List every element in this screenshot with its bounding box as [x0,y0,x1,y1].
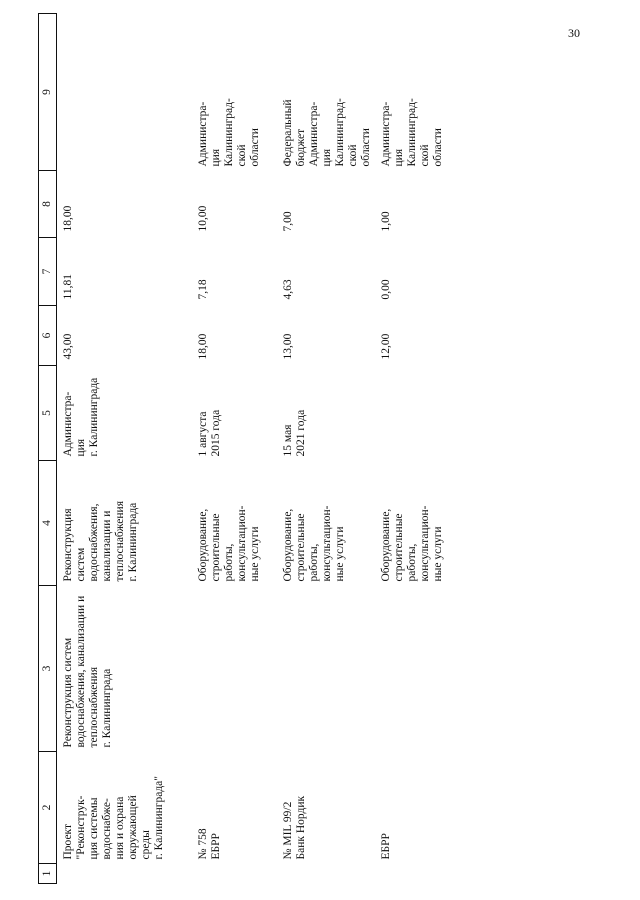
cell-amount-6: 18,00 [197,333,209,360]
cell-goods-works: Реконструкция систем водоснабжения, канализации и теплоснабжения г. Калининграда [62,501,139,582]
column-header: 9 [39,14,57,171]
cell-date-or-agency: Администра- ция г. Калининграда [62,377,100,457]
cell-amount-7: 7,18 [197,279,209,300]
cell-description [275,586,373,752]
cell-goods-works: Оборудование, строительные работы, консультацион- ные услуги [197,505,261,582]
cell-index [275,864,373,884]
column-header: 6 [39,306,57,366]
cell-source: Федеральный бюджет Администра- ция Калининград- ской области [282,98,372,167]
cell-amount-6: 12,00 [380,333,392,360]
cell-project: ЕБРР [380,833,392,860]
cell-goods-works: Оборудование, строительные работы, консультацион- ные услуги [282,505,346,582]
cell-project: Проект "Реконструк- ция системы водоснабже- ния и охрана окружающей среды г. Калининграда" [62,776,165,860]
cell-source: Администра- ция Калининград- ской области [380,98,444,167]
cell-index [373,864,490,884]
cell-project: № MIL 99/2 Банк Нордик [282,795,307,860]
cell-index [57,864,191,884]
cell-amount-6: 43,00 [62,333,74,360]
cell-amount-7: 4,63 [282,279,294,300]
column-header: 2 [39,752,57,864]
cell-description [373,586,490,752]
cell-amount-8: 18,00 [62,205,74,232]
cell-date-or-agency: 1 августа 2015 года [197,409,222,457]
cell-amount-7: 0,00 [380,279,392,300]
column-header: 1 [39,864,57,884]
table-row [190,14,275,884]
cell-amount-8: 1,00 [380,211,392,232]
cell-project: № 758 ЕБРР [197,828,222,860]
cell-date-or-agency: 15 мая 2021 года [282,409,307,457]
rotated-table-container [38,34,583,884]
cell-description: Реконструкция систем водоснабжения, канализации и теплоснабжения г. Калининграда [62,595,113,748]
cell-amount-8: 10,00 [197,205,209,232]
cell-date-or-agency [373,366,490,461]
table-row [373,14,490,884]
cell-amount-8: 7,00 [282,211,294,232]
cell-source [57,14,191,171]
table-row [275,14,373,884]
cell-amount-6: 13,00 [282,333,294,360]
column-number-row [39,14,57,884]
cell-index [190,864,275,884]
project-table [38,13,490,884]
column-header: 4 [39,461,57,586]
cell-amount-7: 11,81 [62,274,74,300]
column-header: 5 [39,366,57,461]
column-header: 8 [39,171,57,238]
cell-goods-works: Оборудование, строительные работы, консультацион- ные услуги [380,505,444,582]
cell-description [190,586,275,752]
page-number: 30 [568,26,580,40]
column-header: 3 [39,586,57,752]
table-row [57,14,191,884]
cell-source: Администра- ция Калининград- ской области [197,98,261,167]
column-header: 7 [39,238,57,306]
